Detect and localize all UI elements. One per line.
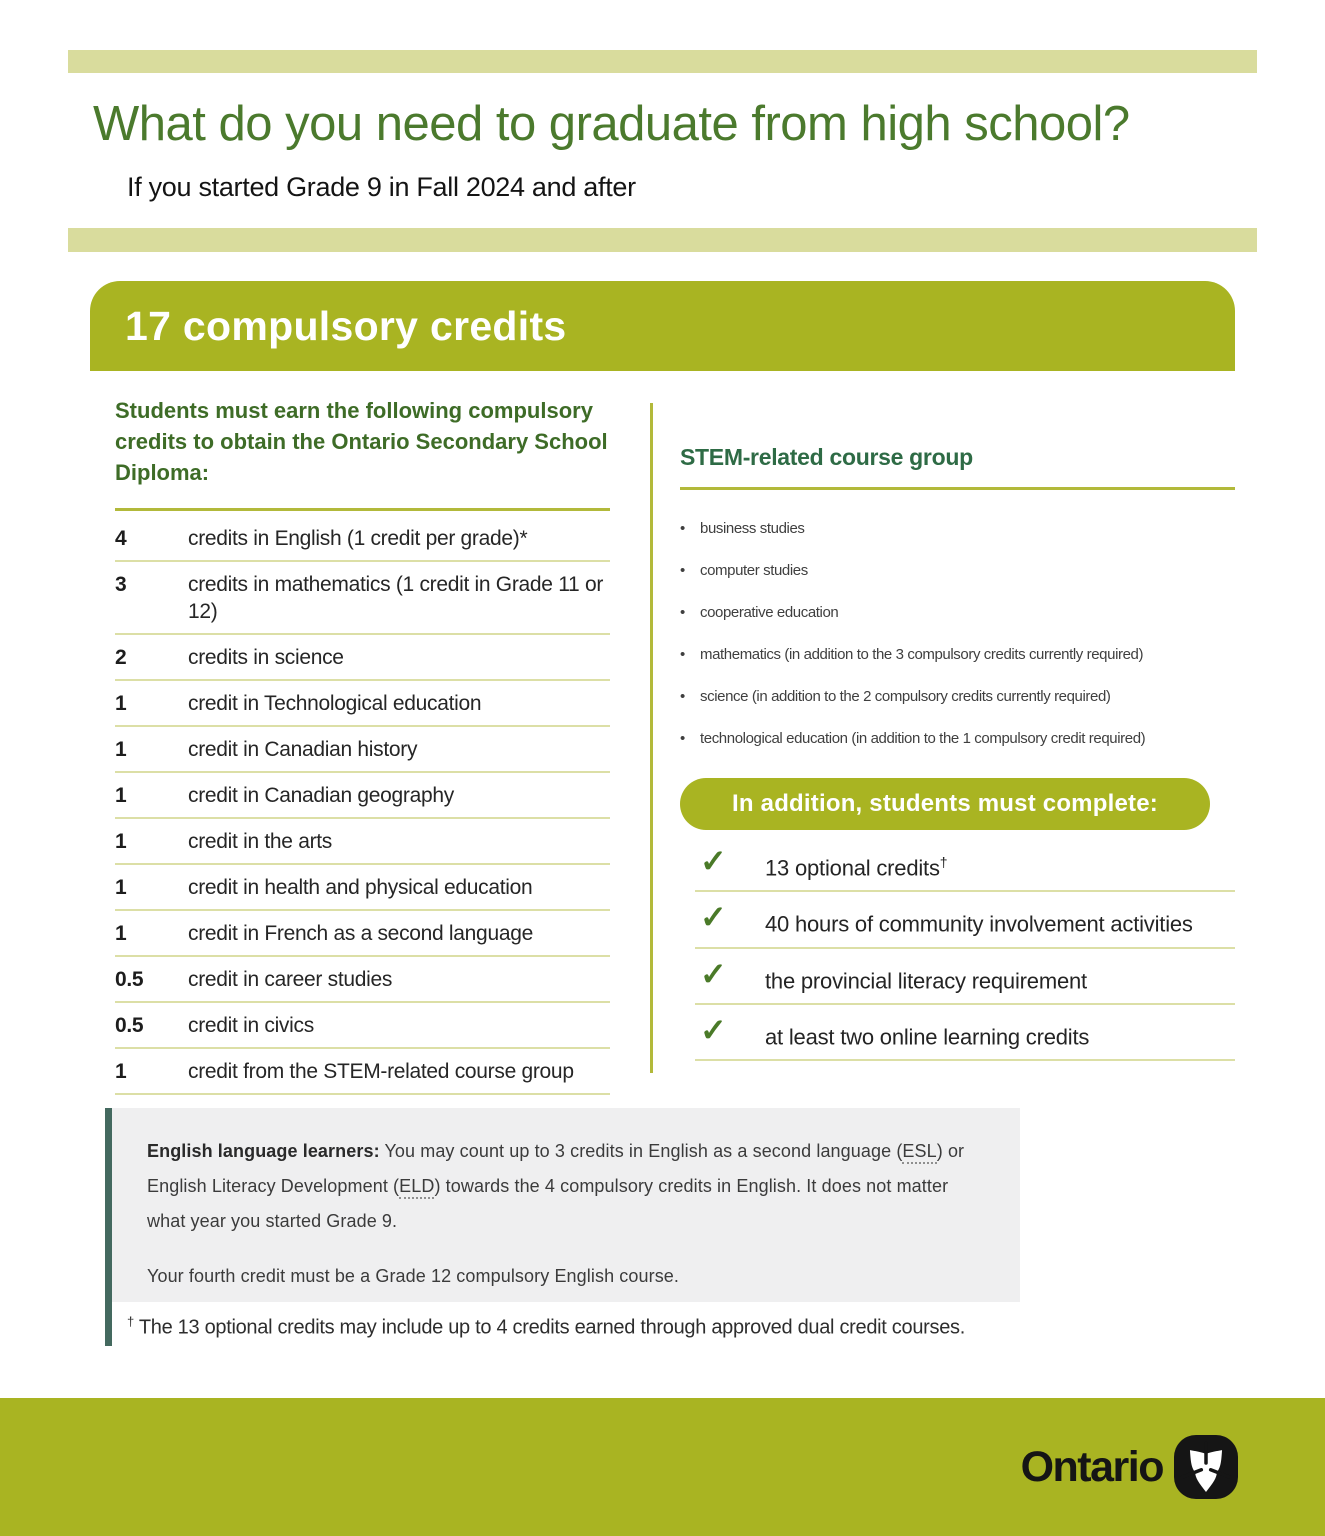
- dagger-marker: †: [127, 1314, 134, 1329]
- stem-course-label: business studies: [700, 520, 805, 537]
- list-item: [680, 730, 1235, 748]
- credit-description: credits in English (1 credit per grade)*: [188, 527, 528, 550]
- stem-course-list: [680, 520, 1235, 748]
- bullet-icon: •: [680, 688, 685, 705]
- credit-description: credit from the STEM-related course group: [188, 1060, 574, 1083]
- table-row: [115, 681, 610, 727]
- stem-course-label: technological education (in addition to the 1 compulsory credit required): [700, 730, 1146, 747]
- page-title: What do you need to graduate from high school?: [93, 97, 1130, 151]
- dagger-footnote: [112, 1302, 1020, 1346]
- credit-description: credits in mathematics (1 credit in Grade 11 or 12): [188, 573, 604, 623]
- stem-course-label: science (in addition to the 2 compulsory credits currently required): [700, 688, 1111, 705]
- credit-description: credit in the arts: [188, 830, 332, 853]
- ontario-wordmark: Ontario: [1020, 1442, 1163, 1491]
- bullet-icon: •: [680, 646, 685, 663]
- table-row: [115, 562, 610, 635]
- credit-description: credit in civics: [188, 1014, 314, 1037]
- additional-requirements-checklist: [680, 836, 1235, 1061]
- credit-description: credit in Technological education: [188, 692, 482, 715]
- list-item: [680, 604, 1235, 622]
- table-row: [115, 911, 610, 957]
- credit-description: credit in French as a second language: [188, 922, 533, 945]
- credit-quantity: 0.5: [115, 1014, 144, 1037]
- credit-quantity: 3: [115, 573, 127, 596]
- compulsory-credits-heading: Students must earn the following compulsory credits to obtain the Ontario Secondary School Diploma:: [115, 395, 610, 511]
- footer-band: [0, 1398, 1325, 1536]
- compulsory-credits-banner: [90, 281, 1235, 371]
- compulsory-credits-banner-label: 17 compulsory credits: [125, 302, 567, 349]
- dagger-marker: †: [939, 854, 948, 870]
- bullet-icon: •: [680, 520, 685, 537]
- trillium-icon: [1173, 1434, 1239, 1500]
- credit-quantity: 0.5: [115, 968, 144, 991]
- check-icon: ✓: [700, 899, 727, 936]
- ell-note-lead: English language learners:: [147, 1141, 380, 1161]
- credit-quantity: 1: [115, 692, 127, 715]
- table-row: [115, 635, 610, 681]
- credit-description: credit in health and physical education: [188, 876, 533, 899]
- page-subtitle: If you started Grade 9 in Fall 2024 and after: [127, 172, 636, 202]
- table-row: [115, 1003, 610, 1049]
- list-item: [680, 688, 1235, 706]
- decorative-bar-top: [68, 50, 1257, 73]
- credit-description: credit in Canadian history: [188, 738, 418, 761]
- credit-description: credits in science: [188, 646, 344, 669]
- esl-abbreviation: ESL: [902, 1141, 936, 1164]
- stem-group-heading: STEM-related course group: [680, 444, 1235, 490]
- ontario-logo: [1021, 1434, 1239, 1500]
- list-item: [680, 520, 1235, 538]
- compulsory-credits-column: [115, 395, 610, 1095]
- addition-requirements-banner-label: In addition, students must complete:: [732, 790, 1158, 817]
- ell-note-box: [112, 1108, 1020, 1302]
- decorative-bar-second: [68, 228, 1257, 252]
- list-item: [680, 562, 1235, 580]
- check-icon: ✓: [700, 843, 727, 879]
- credit-quantity: 1: [115, 876, 127, 899]
- stem-course-label: computer studies: [700, 562, 808, 579]
- stem-course-label: mathematics (in addition to the 3 compulsory credits currently required): [700, 646, 1144, 663]
- bullet-icon: •: [680, 604, 685, 621]
- checklist-text: 13 optional credits†: [765, 854, 948, 881]
- checklist-text: at least two online learning credits: [765, 1024, 1090, 1050]
- checklist-row: [695, 836, 1235, 892]
- credit-quantity: 1: [115, 1060, 127, 1083]
- eld-abbreviation: ELD: [399, 1176, 434, 1199]
- check-icon: ✓: [700, 1011, 727, 1048]
- credit-quantity: 2: [115, 646, 127, 669]
- stem-course-label: cooperative education: [700, 604, 839, 621]
- stem-column: [680, 395, 1235, 1095]
- credit-table: [115, 511, 610, 1095]
- ell-note-paragraph-2: Your fourth credit must be a Grade 12 compulsory English course.: [147, 1266, 680, 1286]
- table-row: [115, 727, 610, 773]
- credit-quantity: 4: [115, 527, 127, 550]
- credit-description: credit in career studies: [188, 968, 393, 991]
- checklist-row: [695, 892, 1235, 948]
- bullet-icon: •: [680, 562, 685, 579]
- table-row: [115, 957, 610, 1003]
- content-columns: [115, 395, 1235, 1095]
- addition-requirements-banner: [680, 778, 1210, 830]
- check-icon: ✓: [700, 955, 727, 992]
- checklist-row: [695, 949, 1235, 1005]
- ell-note-paragraph: English language learners: You may count up to 3 credits in English as a second language (ESL) or English Literacy Development (ELD) towards the 4 compulsory credits in English. It does not matter what year you started Grade 9.: [147, 1141, 965, 1231]
- credit-description: credit in Canadian geography: [188, 784, 454, 807]
- table-row: [115, 1049, 610, 1095]
- bullet-icon: •: [680, 730, 685, 747]
- table-row: [115, 511, 610, 562]
- list-item: [680, 646, 1235, 664]
- checklist-text: 40 hours of community involvement activities: [765, 911, 1193, 937]
- checklist-row: [695, 1005, 1235, 1061]
- column-divider: [650, 403, 653, 1073]
- table-row: [115, 865, 610, 911]
- credit-quantity: 1: [115, 830, 127, 853]
- footnote-text: The 13 optional credits may include up to 4 credits earned through approved dual credit courses.: [138, 1316, 965, 1339]
- ell-note-section: [105, 1108, 1020, 1346]
- credit-quantity: 1: [115, 738, 127, 761]
- checklist-text: the provincial literacy requirement: [765, 967, 1087, 993]
- table-row: [115, 773, 610, 819]
- table-row: [115, 819, 610, 865]
- credit-quantity: 1: [115, 922, 127, 945]
- credit-quantity: 1: [115, 784, 127, 807]
